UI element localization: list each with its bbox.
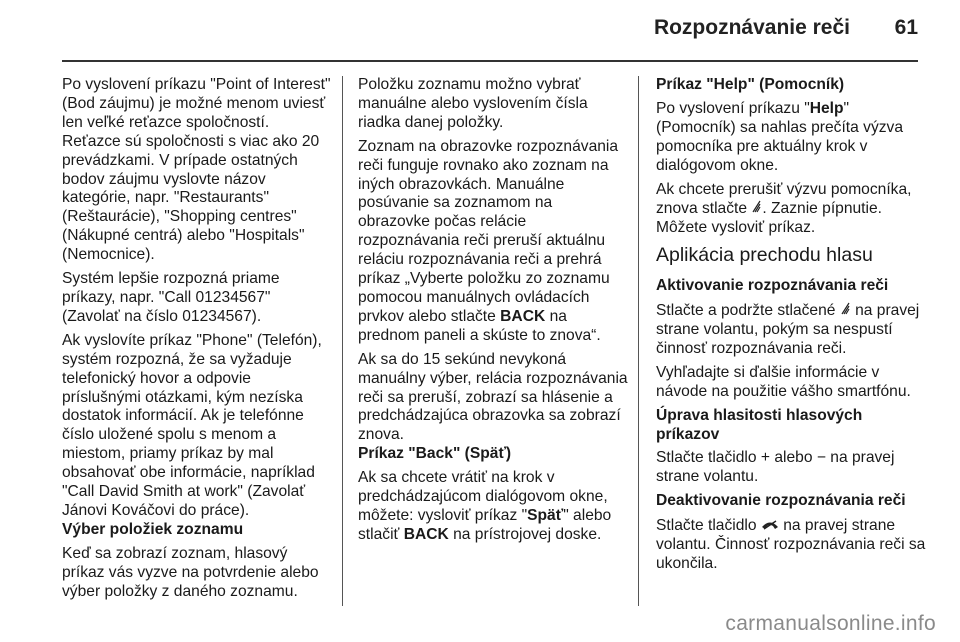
column-2	[358, 76, 628, 550]
page-number: 61	[894, 16, 918, 39]
paragraph	[656, 516, 926, 574]
text-run: " (Pomocník) sa nahlas prečíta výzva pomocníka pre aktuálny krok v dialógovom okne.	[656, 99, 904, 174]
text-run: . Zaznie pípnutie. Môžete vysloviť príkaz.	[656, 200, 882, 237]
voice-button-icon	[840, 301, 851, 320]
text-run: " alebo stlačiť	[358, 506, 612, 543]
paragraph: Vyhľadajte si ďalšie informácie v návode na použitie vášho smartfónu.	[656, 363, 911, 400]
column-divider-1	[342, 76, 343, 606]
paragraph	[358, 469, 628, 545]
hang-up-icon	[761, 516, 779, 535]
subheading: Úprava hlasitosti hlasových príkazov	[656, 406, 863, 443]
paragraph: Ak vyslovíte príkaz "Phone" (Telefón), systém rozpozná, že sa vyžaduje telefonický hovor a odpovie príslušnými otázkami, kým nezíska dostatok informácií. Ak je telefónne číslo uložené spolu s menom a miestom, priamy príkaz by mal obsahovať obe informácie, napríklad "Call David Smith at work" (Zavolať Jánovi Kováčovi do práce).	[62, 331, 322, 519]
paragraph	[656, 449, 926, 487]
watermark: carmanualsonline.info	[725, 612, 936, 635]
paragraph	[656, 181, 926, 239]
text-run: Ak sa chcete vrátiť na krok v predchádzajúcom dialógovom okne, môžete: vysloviť príkaz "	[358, 469, 608, 524]
text-run: Stlačte tlačidlo	[656, 449, 757, 467]
section-title: Aplikácia prechodu hlasu	[656, 244, 873, 267]
paragraph	[656, 100, 926, 176]
minus-icon: −	[816, 449, 826, 467]
text-run: Ak chcete prerušiť výzvu pomocníka, znova stlačte	[656, 180, 912, 218]
text-run: Stlačte a podržte stlačené	[656, 302, 836, 320]
text-run: alebo	[774, 449, 813, 467]
paragraph	[358, 138, 628, 346]
text-run: na pravej strane volantu. Činnosť rozpoznávania reči sa ukončila.	[656, 517, 926, 572]
column-divider-2	[638, 76, 639, 606]
subheading: Deaktivovanie rozpoznávania reči	[656, 492, 906, 510]
paragraph: Systém lepšie rozpozná priame príkazy, napr. "Call 01234567" (Zavolať na číslo 01234567).	[62, 270, 280, 325]
subheading: Výber položiek zoznamu	[62, 520, 244, 538]
key-label: BACK	[500, 307, 546, 325]
subheading: Aktivovanie rozpoznávania reči	[656, 277, 889, 295]
plus-icon: +	[760, 449, 770, 467]
paragraph: Po vyslovení príkazu "Point of Interest" (Bod záujmu) je možné menom uviesť len veľké reťazce spoločností. Reťazce sú spoločnosti s viac ako 20 prevádzkami. V prípade ostatných bodov záujmu vyslovte názov kategórie, napr. "Restaurants" (Reštaurácie), "Shopping centres" (Nákupné centrá) alebo "Hospitals" (Nemocnice).	[62, 76, 331, 264]
key-label: BACK	[403, 525, 449, 543]
subheading: Príkaz "Back" (Späť)	[358, 445, 512, 463]
header-rule	[62, 60, 918, 62]
page-title: Rozpoznávanie reči	[653, 16, 850, 39]
paragraph: Položku zoznamu možno vybrať manuálne alebo vyslovením čísla riadka danej položky.	[358, 76, 588, 131]
column-1	[62, 76, 332, 606]
voice-button-icon	[751, 199, 762, 218]
subheading: Príkaz "Help" (Pomocník)	[656, 76, 845, 93]
text-run: na prednom paneli a skúste to znova“.	[358, 307, 601, 344]
paragraph: Keď sa zobrazí zoznam, hlasový príkaz vás vyzve na potvrdenie alebo výber položky z daného zoznamu.	[62, 544, 319, 600]
paragraph: Ak sa do 15 sekúnd nevykoná manuálny výber, relácia rozpoznávania reči sa preruší, zobrazí sa hlásenie a predchádzajúca obrazovka sa zobrazí znova.	[358, 350, 628, 444]
paragraph	[656, 301, 926, 359]
column-3	[656, 76, 926, 579]
text-run: Stlačte tlačidlo	[656, 517, 757, 535]
command-label: Help	[809, 99, 844, 117]
text-run: Po vyslovení príkazu "	[656, 99, 810, 117]
text-run: na prístrojovej doske.	[453, 525, 602, 543]
command-label: Späť	[527, 506, 564, 524]
text-run: na pravej strane volantu, pokým sa nespustí činnosť rozpoznávania reči.	[656, 302, 920, 357]
page-header	[0, 0, 960, 56]
text-run: Zoznam na obrazovke rozpoznávania reči funguje rovnako ako zoznam na iných obrazovkách. Manuálne posúvanie sa zoznamom na obrazovke počas relácie rozpoznávania reči preruší aktuálnu reláciu rozpoznávania reči a prehrá príkaz „Vyberte položku zo zoznamu pomocou manuálnych ovládacích prvkov alebo stlačte	[358, 137, 619, 325]
text-run: na pravej strane volantu.	[656, 449, 895, 486]
